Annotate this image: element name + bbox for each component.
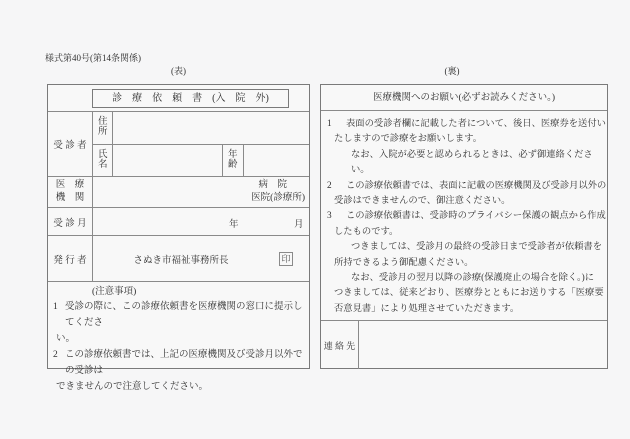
back-line-text: つきましては、受診月の最終の受診日まで受診者が依頼書を bbox=[351, 242, 603, 253]
medical-institution-label-line2: 機 関 bbox=[55, 193, 85, 203]
back-line-text: 受診はできませんので、御注意ください。 bbox=[334, 196, 511, 207]
back-line-text: たしますので診療をお願いします。 bbox=[334, 134, 483, 145]
address-field bbox=[113, 112, 309, 145]
note-text: この診療依頼書では、上記の医療機関及び受診月以外での受診は bbox=[65, 350, 303, 376]
back-line-text: つきましては、従来どおり、医療券とともにお送りする「医療要 bbox=[334, 288, 604, 299]
note-number: 2 bbox=[53, 350, 58, 360]
back-line-number: 1 bbox=[327, 119, 332, 129]
note-text: い。 bbox=[56, 334, 76, 344]
name-label: 氏名 bbox=[93, 145, 113, 177]
note-line bbox=[48, 347, 309, 379]
front-side-label: (表) bbox=[171, 66, 186, 76]
contact-row bbox=[321, 320, 607, 368]
back-line bbox=[321, 148, 607, 179]
front-form bbox=[47, 84, 310, 392]
back-line-number: 2 bbox=[327, 180, 332, 191]
age-label: 年齢 bbox=[223, 145, 244, 177]
exam-month-field bbox=[93, 208, 309, 236]
contact-field bbox=[359, 321, 607, 369]
issuer-label: 発 行 者 bbox=[48, 236, 93, 282]
hospital-suffix: 病 院 bbox=[258, 180, 287, 190]
back-header: 医療機関へのお願い(必ずお読みください。) bbox=[321, 85, 607, 111]
back-line bbox=[321, 179, 607, 194]
name-field bbox=[113, 145, 223, 177]
note-line bbox=[48, 379, 309, 395]
age-field bbox=[244, 145, 309, 177]
form-title: 診 療 依 頼 書 (入 院 外) bbox=[92, 89, 289, 108]
back-line bbox=[321, 194, 607, 209]
address-label: 住所 bbox=[93, 112, 113, 145]
back-line-text: 表面の受診者欄に記載した者について、後日、医療券を送付い bbox=[346, 119, 606, 129]
note-line bbox=[48, 299, 309, 331]
note-text: 受診の際に、この診療依頼書を医療機関の窓口に提示してくださ bbox=[65, 302, 303, 328]
back-form bbox=[320, 84, 608, 369]
back-line-number: 3 bbox=[327, 211, 332, 222]
month-suffix: 月 bbox=[294, 220, 304, 230]
back-body bbox=[321, 111, 607, 317]
note-text: できませんので注意してください。 bbox=[56, 382, 209, 392]
back-line bbox=[321, 240, 607, 255]
back-line bbox=[321, 132, 607, 147]
medical-institution-label-line1: 医 療 bbox=[55, 180, 85, 190]
form-number-label: 様式第40号(第14条関係) bbox=[45, 53, 141, 63]
exam-month-label: 受 診 月 bbox=[48, 208, 93, 236]
back-line-text: 否意見書」により処理させていただきます。 bbox=[334, 303, 520, 314]
back-line-text: なお、入院が必要と認められるときは、必ず御連絡ください。 bbox=[351, 149, 593, 176]
back-side-label: (裏) bbox=[444, 66, 460, 76]
back-line bbox=[321, 225, 607, 240]
back-line bbox=[321, 209, 607, 224]
issuer-field bbox=[93, 236, 309, 282]
back-line-text: なお、受診月の翌月以降の診療(保護廃止の場合を除く。)に bbox=[351, 273, 595, 284]
note-number: 1 bbox=[53, 302, 58, 312]
back-line bbox=[321, 302, 607, 317]
back-line bbox=[321, 286, 607, 301]
back-line-text: 所持できるよう御配慮ください。 bbox=[334, 257, 474, 268]
contact-label: 連 絡 先 bbox=[321, 321, 359, 369]
front-notes bbox=[48, 282, 309, 392]
note-line bbox=[48, 331, 309, 347]
back-line bbox=[321, 256, 607, 271]
notes-heading: (注意事項) bbox=[92, 287, 137, 297]
title-row bbox=[48, 85, 309, 112]
medical-institution-field bbox=[93, 177, 309, 208]
medical-institution-label bbox=[48, 177, 93, 208]
examinee-label: 受 診 者 bbox=[48, 112, 93, 177]
year-suffix: 年 bbox=[229, 220, 239, 230]
back-line bbox=[321, 117, 607, 132]
issuer-name: さぬき市福祉事務所長 bbox=[133, 255, 229, 266]
clinic-suffix: 医院(診療所) bbox=[251, 193, 305, 203]
back-line-text: この診療依頼書は、受診時のプライバシー保護の観点から作成 bbox=[346, 211, 606, 222]
back-line-text: したものです。 bbox=[334, 226, 399, 237]
seal-mark: 印 bbox=[279, 252, 293, 266]
back-line bbox=[321, 271, 607, 286]
back-line-text: この診療依頼書では、表面に記載の医療機関及び受診月以外の bbox=[346, 180, 607, 191]
